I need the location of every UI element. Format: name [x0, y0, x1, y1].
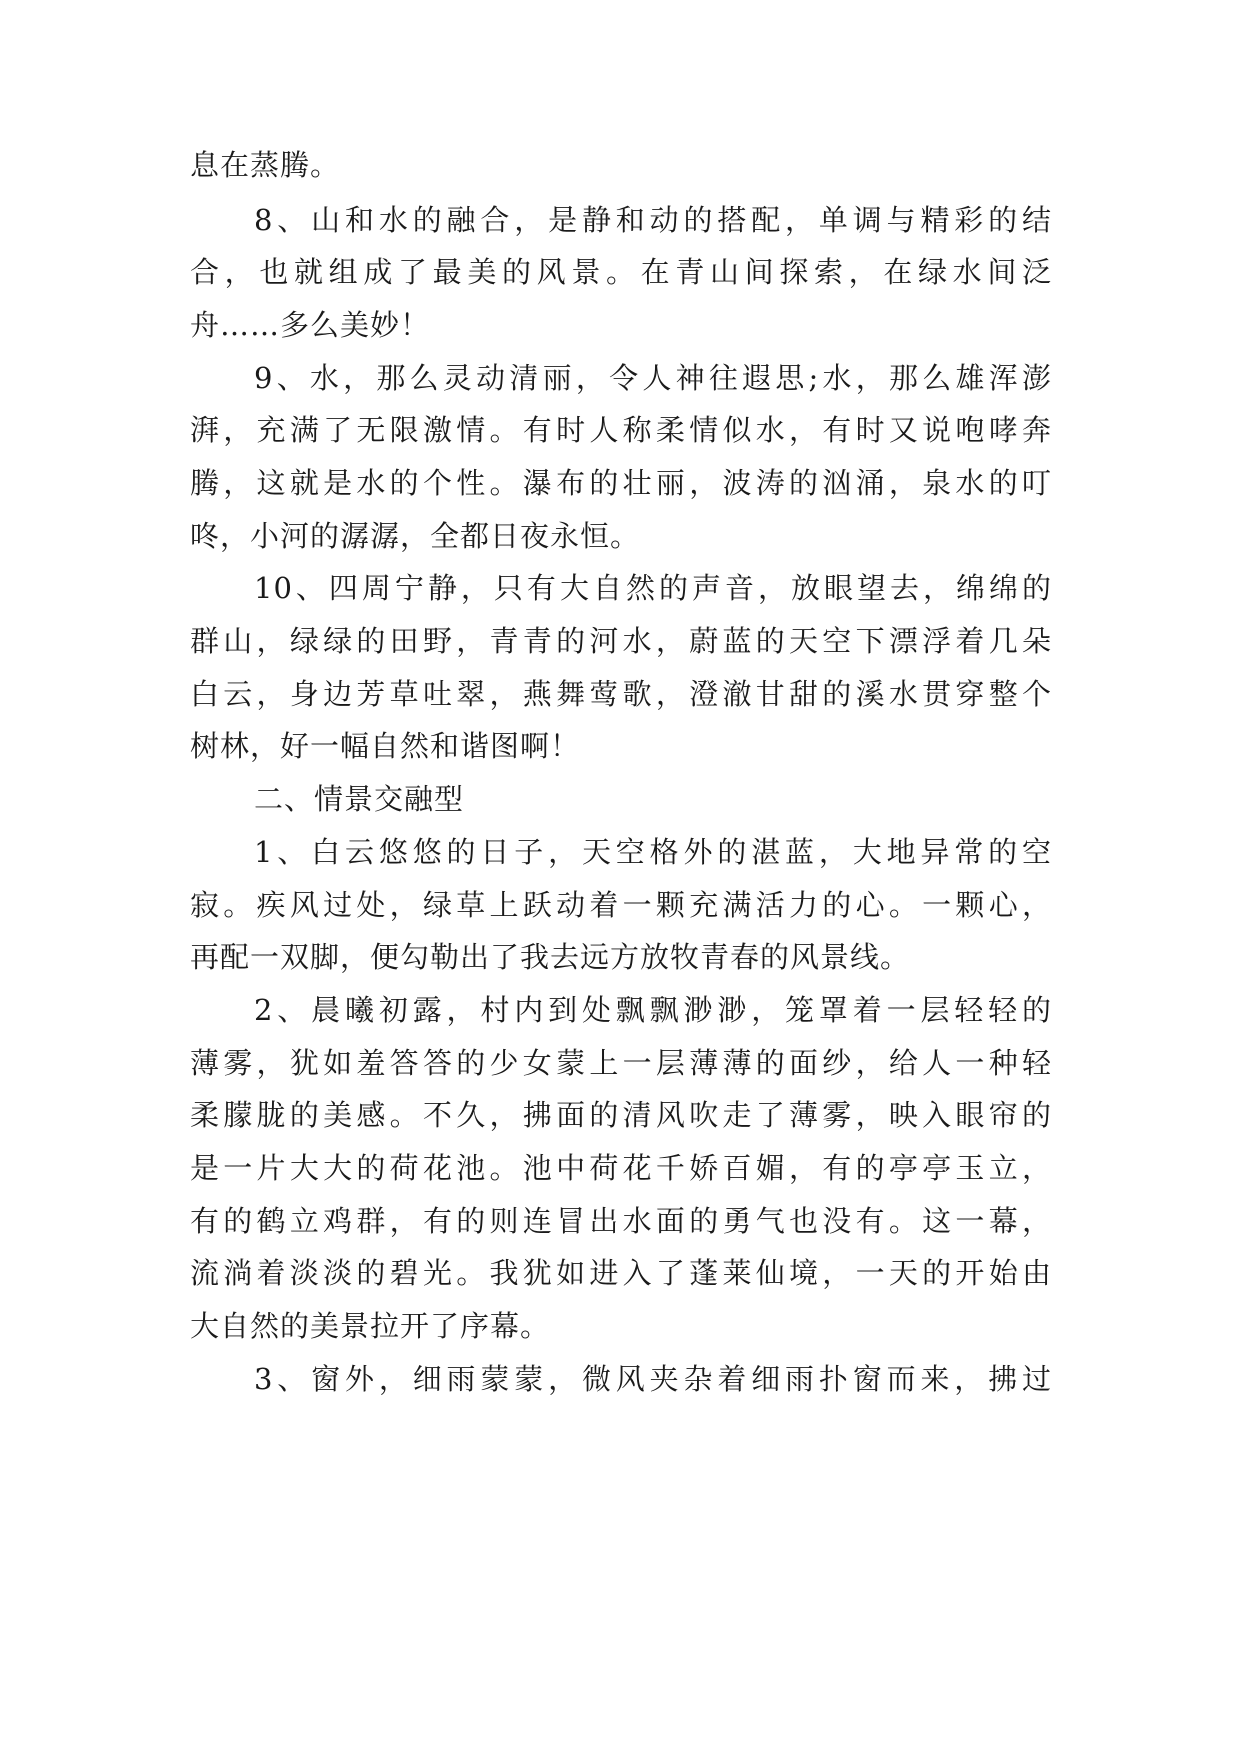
text-line: 3、窗外，细雨蒙蒙，微风夹杂着细雨扑窗而来，拂过	[254, 1362, 1052, 1396]
text-line: 10、四周宁静，只有大自然的声音，放眼望去，绵绵的	[254, 571, 1052, 605]
text-line: 8、山和水的融合，是静和动的搭配，单调与精彩的结	[254, 203, 1052, 237]
text-line: 流淌着淡淡的碧光。我犹如进入了蓬莱仙境，一天的开始由	[190, 1256, 1052, 1290]
text-line: 有的鹤立鸡群，有的则连冒出水面的勇气也没有。这一幕，	[190, 1204, 1052, 1238]
text-line: 9、水，那么灵动清丽，令人神往遐思;水，那么雄浑澎	[254, 361, 1052, 395]
text-line: 柔朦胧的美感。不久，拂面的清风吹走了薄雾，映入眼帘的	[190, 1098, 1052, 1132]
text-line: 薄雾，犹如羞答答的少女蒙上一层薄薄的面纱，给人一种轻	[190, 1046, 1052, 1080]
text-line: 再配一双脚，便勾勒出了我去远方放牧青春的风景线。	[190, 940, 911, 974]
section-heading: 二、情景交融型	[254, 782, 465, 816]
text-line: 是一片大大的荷花池。池中荷花千娇百媚，有的亭亭玉立，	[190, 1151, 1052, 1185]
text-line: 群山，绿绿的田野，青青的河水，蔚蓝的天空下漂浮着几朵	[190, 624, 1052, 658]
text-line: 腾，这就是水的个性。瀑布的壮丽，波涛的汹涌，泉水的叮	[190, 466, 1052, 500]
text-line: 寂。疾风过处，绿草上跃动着一颗充满活力的心。一颗心，	[190, 888, 1052, 922]
text-line: 树林，好一幅自然和谐图啊！	[190, 729, 581, 763]
text-line: 合，也就组成了最美的风景。在青山间探索，在绿水间泛	[190, 255, 1052, 289]
text-line: 舟……多么美妙！	[190, 308, 431, 342]
text-line: 2、晨曦初露，村内到处飘飘渺渺，笼罩着一层轻轻的	[254, 993, 1052, 1027]
text-line: 湃，充满了无限激情。有时人称柔情似水，有时又说咆哮奔	[190, 413, 1052, 447]
text-line: 白云，身边芳草吐翠，燕舞莺歌，澄澈甘甜的溪水贯穿整个	[190, 677, 1052, 711]
text-line: 1、白云悠悠的日子，天空格外的湛蓝，大地异常的空	[254, 835, 1052, 869]
text-line: 息在蒸腾。	[190, 148, 341, 182]
text-line: 咚，小河的潺潺，全都日夜永恒。	[190, 519, 641, 553]
text-line: 大自然的美景拉开了序幕。	[190, 1309, 551, 1343]
